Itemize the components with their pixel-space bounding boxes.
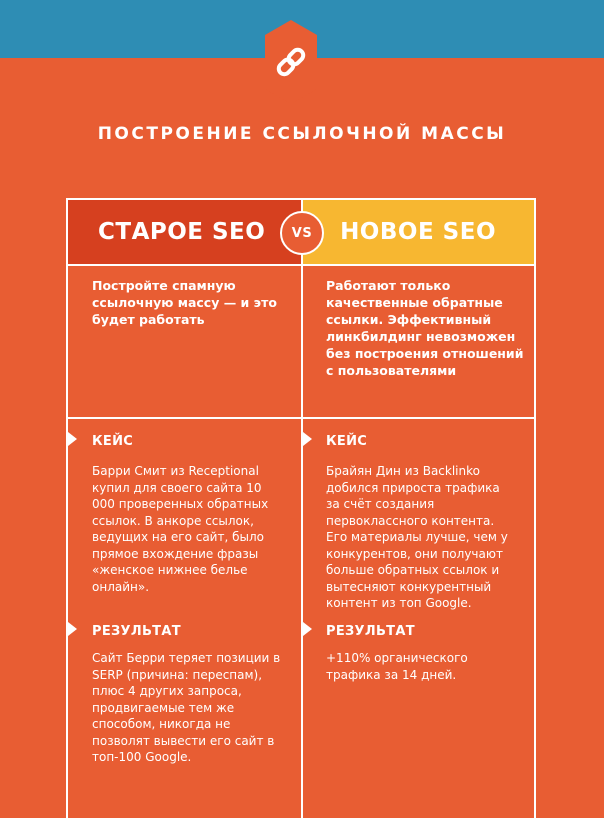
vs-badge: VS xyxy=(280,211,324,255)
claim-divider xyxy=(66,417,536,419)
new-seo-claim: Работают только качественные обратные ссылки. Эффективный линкбилдинг невозможен без построения отношений с пользователями xyxy=(326,278,524,378)
old-case-notch xyxy=(68,432,77,446)
old-seo-claim: Постройте спамную ссылочную массу — и это будет работать xyxy=(92,278,277,327)
old-result-text: Сайт Берри теряет позиции в SERP (причина: переспам), плюс 4 других запроса, продвигаемые тем же способом, никогда не позволят вывести его сайт в топ-100 Google. xyxy=(92,651,281,764)
header-divider xyxy=(66,264,536,266)
page-title: ПОСТРОЕНИЕ ССЫЛОЧНОЙ МАССЫ xyxy=(97,124,507,144)
new-case-text: Брайян Дин из Backlinko добился прироста трафика за счёт создания первоклассного контента. Его материалы лучше, чем у конкурентов, они получают больше обратных ссылок и вытесняют конкурентный контент из топ Google. xyxy=(326,464,508,610)
old-result-notch xyxy=(68,622,77,636)
old-case-text: Барри Смит из Receptional купил для своего сайта 10 000 проверенных обратных ссылок. В анкоре ссылок, ведущих на его сайт, было прямое вхождение фразы «женское нижнее белье онлайн». xyxy=(92,464,269,594)
new-seo-header xyxy=(303,200,534,264)
new-result-text: +110% органического трафика за 14 дней. xyxy=(326,651,468,682)
new-case-title: КЕЙС xyxy=(326,434,368,449)
old-seo-header xyxy=(68,200,301,264)
new-case-notch xyxy=(303,432,312,446)
column-divider xyxy=(301,198,303,818)
new-result-title: РЕЗУЛЬТАТ xyxy=(326,624,415,639)
old-seo-label: СТАРОЕ SEO xyxy=(98,219,266,245)
old-result-title: РЕЗУЛЬТАТ xyxy=(92,624,181,639)
new-result-notch xyxy=(303,622,312,636)
hexagon-badge xyxy=(263,18,319,106)
old-case-title: КЕЙС xyxy=(92,434,134,449)
new-seo-label: НОВОЕ SEO xyxy=(340,219,496,245)
